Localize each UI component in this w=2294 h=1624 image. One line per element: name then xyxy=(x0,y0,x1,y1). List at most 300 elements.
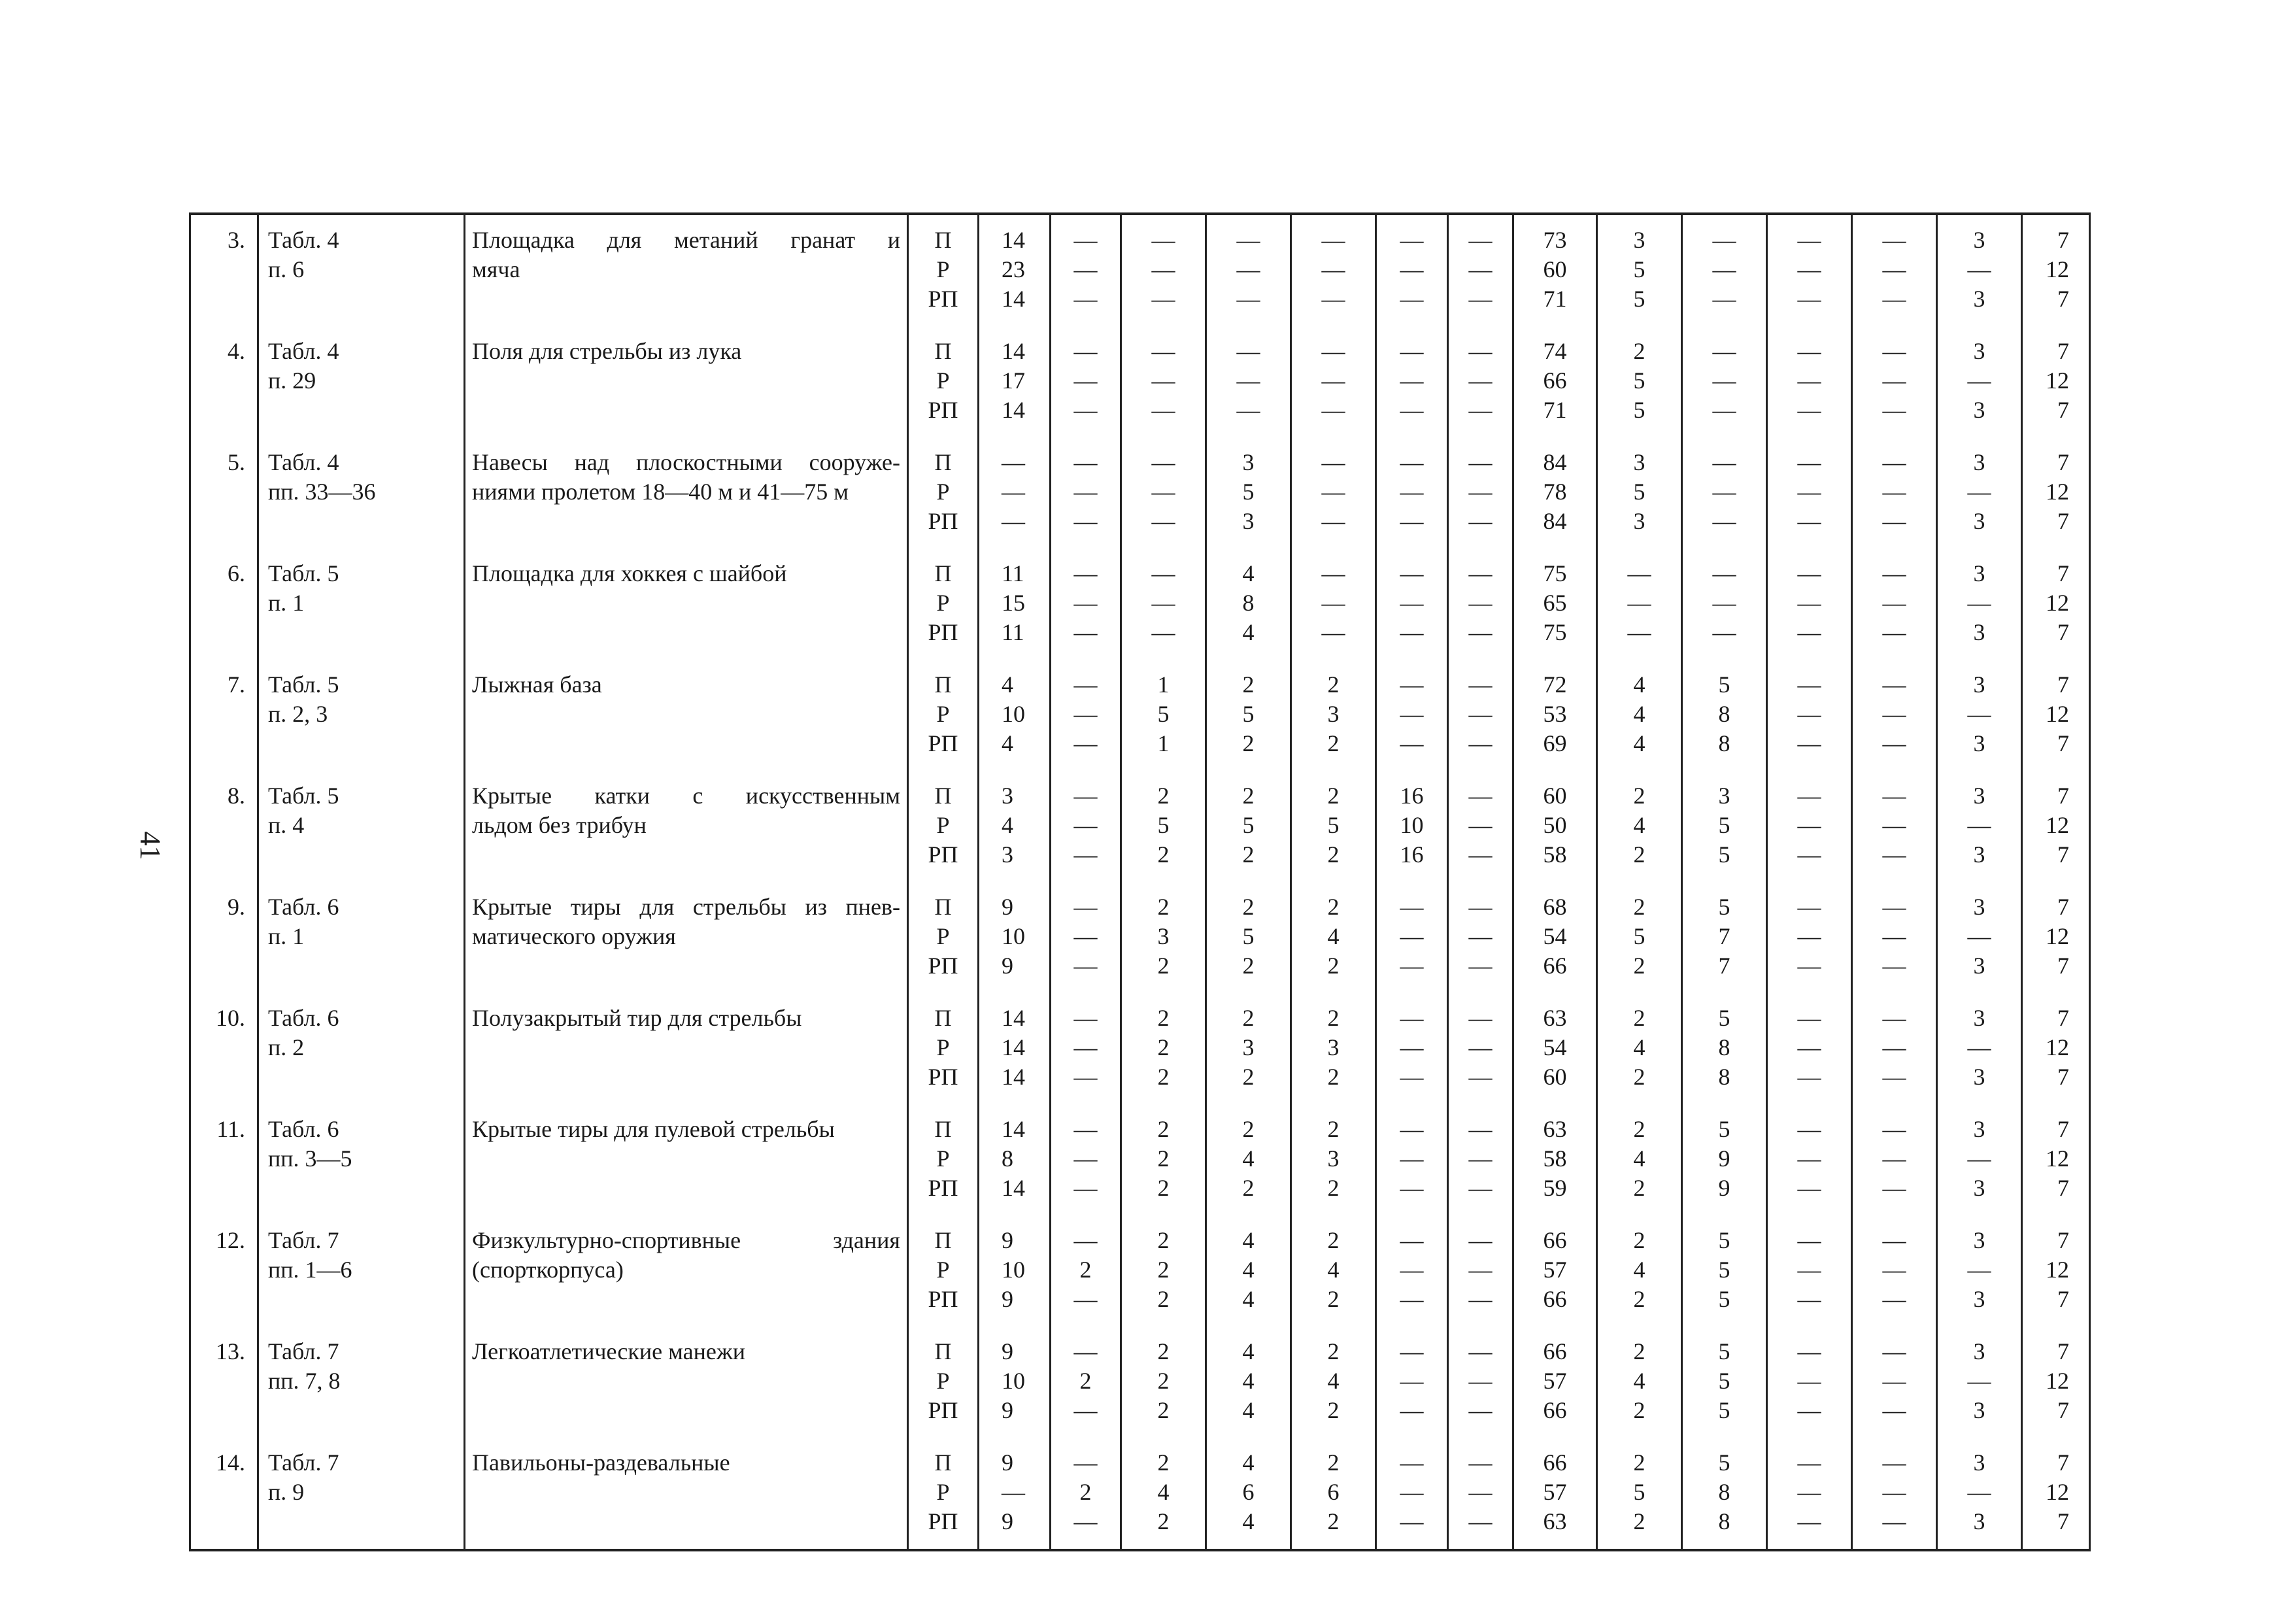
value-cell xyxy=(1448,660,1513,771)
value-cell xyxy=(1937,993,2022,1104)
value-cell xyxy=(1291,326,1376,437)
value-cell xyxy=(1513,1215,1597,1327)
value-cell xyxy=(1121,549,1206,660)
value: 10 xyxy=(1002,923,1025,949)
value-cell xyxy=(1291,1438,1376,1550)
table-row xyxy=(190,993,2090,1104)
value: 12 xyxy=(2046,701,2069,727)
value: 2 xyxy=(1157,1286,1170,1312)
value: 63 xyxy=(1543,1508,1567,1534)
value: 12 xyxy=(2046,590,2069,616)
value: — xyxy=(1400,1257,1424,1283)
table-reference-cell xyxy=(258,1104,465,1215)
value: — xyxy=(1321,286,1345,312)
value: — xyxy=(1468,923,1493,949)
value-cell xyxy=(1937,1438,2022,1550)
table-reference-line: п. 9 xyxy=(268,1479,305,1505)
table-reference-line: Табл. 6 xyxy=(268,1005,339,1031)
value: 12 xyxy=(2046,256,2069,282)
value: — xyxy=(1400,730,1424,756)
mode-cell xyxy=(908,214,979,326)
facility-name-cell xyxy=(465,1438,908,1550)
value: — xyxy=(1468,1338,1493,1364)
value: 5 xyxy=(1718,1257,1730,1283)
value-cell xyxy=(1051,993,1121,1104)
value: 14 xyxy=(1002,1116,1025,1142)
value-cell xyxy=(1121,1215,1206,1327)
value: 7 xyxy=(2057,1286,2069,1312)
value: — xyxy=(1400,894,1424,920)
row-number: 12. xyxy=(216,1227,245,1253)
value: 65 xyxy=(1543,590,1567,616)
value-cell xyxy=(1376,326,1448,437)
value: — xyxy=(1400,508,1424,534)
value: 2 xyxy=(1633,1338,1645,1364)
value: 3 xyxy=(1242,1034,1255,1060)
value: 7 xyxy=(2057,227,2069,253)
value-cell xyxy=(1597,437,1682,549)
value: — xyxy=(1073,783,1098,809)
value-cell xyxy=(1376,993,1448,1104)
value: 5 xyxy=(1718,1397,1730,1423)
value-cell xyxy=(1513,993,1597,1104)
value: 12 xyxy=(2046,367,2069,394)
value-cell xyxy=(1051,214,1121,326)
table-reference-line: Табл. 6 xyxy=(268,1116,339,1142)
value: 3 xyxy=(1973,397,1985,423)
value-cell xyxy=(1767,214,1852,326)
table-row xyxy=(190,1327,2090,1438)
mode-cell xyxy=(908,326,979,437)
value: 2 xyxy=(1242,783,1255,809)
value-cell xyxy=(1597,1327,1682,1438)
value: — xyxy=(1797,1397,1821,1423)
value: 3 xyxy=(1973,730,1985,756)
mode-label: РП xyxy=(928,1064,958,1090)
row-number: 9. xyxy=(228,894,245,920)
value-cell xyxy=(1121,882,1206,993)
table-reference-line: п. 29 xyxy=(268,367,316,394)
value: 5 xyxy=(1718,812,1730,838)
value-cell xyxy=(1937,660,2022,771)
value: — xyxy=(1236,338,1260,364)
value: 8 xyxy=(1718,1034,1730,1060)
value: 59 xyxy=(1543,1175,1567,1201)
value: 14 xyxy=(1002,1064,1025,1090)
value: — xyxy=(1321,338,1345,364)
value-cell xyxy=(1767,549,1852,660)
mode-label: П xyxy=(934,338,952,364)
value: 3 xyxy=(1973,1338,1985,1364)
value: 5 xyxy=(1242,479,1255,505)
value: — xyxy=(1400,367,1424,394)
value: — xyxy=(1073,479,1098,505)
value-cell xyxy=(979,1104,1051,1215)
value: — xyxy=(1073,812,1098,838)
table-reference-line: Табл. 5 xyxy=(268,671,339,698)
value-cell xyxy=(1051,660,1121,771)
facility-name-line: Поля для стрельбы из лука xyxy=(472,338,742,364)
value: 7 xyxy=(2057,1397,2069,1423)
value: — xyxy=(1712,619,1736,645)
value-cell xyxy=(1597,771,1682,882)
value: — xyxy=(1468,1508,1493,1534)
row-number: 7. xyxy=(228,671,245,698)
value-cell xyxy=(2022,1438,2090,1550)
table-reference-line: Табл. 7 xyxy=(268,1338,339,1364)
value-cell xyxy=(979,993,1051,1104)
value-cell xyxy=(1121,437,1206,549)
table-reference-line: Табл. 4 xyxy=(268,227,339,253)
value: 5 xyxy=(1633,397,1645,423)
value: 2 xyxy=(1242,841,1255,868)
value: 15 xyxy=(1002,590,1025,616)
value-cell xyxy=(1937,882,2022,993)
value-cell xyxy=(1448,214,1513,326)
table-body xyxy=(190,214,2090,1550)
value-cell xyxy=(979,882,1051,993)
row-number-cell xyxy=(190,1215,258,1327)
value-cell xyxy=(1682,993,1767,1104)
value: — xyxy=(1400,1116,1424,1142)
table-reference-line: Табл. 6 xyxy=(268,894,339,920)
value-cell xyxy=(1682,882,1767,993)
mode-label: П xyxy=(934,1449,952,1476)
value: — xyxy=(1468,1227,1493,1253)
value-cell xyxy=(1206,326,1291,437)
facility-name-cell xyxy=(465,660,908,771)
value: — xyxy=(1073,1005,1098,1031)
value: — xyxy=(1400,449,1424,475)
value: 2 xyxy=(1157,1449,1170,1476)
table-reference-cell xyxy=(258,660,465,771)
value: — xyxy=(1400,1508,1424,1534)
value-cell xyxy=(1937,1327,2022,1438)
value-cell xyxy=(1937,1215,2022,1327)
value-cell xyxy=(1206,549,1291,660)
facility-name-line: Легкоатлетические манежи xyxy=(472,1338,745,1364)
table-reference-line: п. 6 xyxy=(268,256,305,282)
value: 2 xyxy=(1079,1257,1092,1283)
value-cell xyxy=(2022,214,2090,326)
value: — xyxy=(1400,671,1424,698)
value: — xyxy=(1400,1034,1424,1060)
mode-label: РП xyxy=(928,841,958,868)
facility-name-line: Физкультурно-спортивные здания xyxy=(472,1227,900,1253)
mode-label: РП xyxy=(928,619,958,645)
value: 3 xyxy=(1973,1286,1985,1312)
value: 66 xyxy=(1543,1286,1567,1312)
mode-label: РП xyxy=(928,953,958,979)
value: 3 xyxy=(1973,508,1985,534)
value-cell xyxy=(1121,771,1206,882)
value-cell xyxy=(979,1438,1051,1550)
value: 78 xyxy=(1543,479,1567,505)
value-cell xyxy=(1513,549,1597,660)
value: 3 xyxy=(1327,701,1340,727)
value: — xyxy=(1797,1145,1821,1172)
value-cell xyxy=(1682,1327,1767,1438)
mode-label: П xyxy=(934,1005,952,1031)
value: 3 xyxy=(1002,841,1013,868)
mode-cell xyxy=(908,549,979,660)
value-cell xyxy=(1291,549,1376,660)
value: 3 xyxy=(1973,953,1985,979)
value: 16 xyxy=(1400,783,1424,809)
value: — xyxy=(1468,590,1493,616)
value: 84 xyxy=(1543,508,1567,534)
value: — xyxy=(1002,508,1025,534)
value: 2 xyxy=(1157,783,1170,809)
value: 2 xyxy=(1242,894,1255,920)
facility-name-cell xyxy=(465,214,908,326)
value: 11 xyxy=(1002,619,1024,645)
value-cell xyxy=(1376,1438,1448,1550)
row-number-cell xyxy=(190,1104,258,1215)
value-cell xyxy=(2022,1327,2090,1438)
value: — xyxy=(1882,449,1906,475)
value-cell xyxy=(1376,1104,1448,1215)
table-row xyxy=(190,326,2090,437)
value: — xyxy=(1400,1005,1424,1031)
value: — xyxy=(1797,1286,1821,1312)
value: — xyxy=(1882,1479,1906,1505)
facility-name-line: Крытые тиры для пулевой стрельбы xyxy=(472,1116,835,1142)
table-reference-line: п. 4 xyxy=(268,812,305,838)
value: 2 xyxy=(1633,1449,1645,1476)
value: — xyxy=(1797,338,1821,364)
value: 9 xyxy=(1718,1145,1730,1172)
value-cell xyxy=(2022,771,2090,882)
value: — xyxy=(1400,1145,1424,1172)
value: 2 xyxy=(1327,783,1340,809)
mode-cell xyxy=(908,437,979,549)
value: — xyxy=(1797,1064,1821,1090)
value: 69 xyxy=(1543,730,1567,756)
value: — xyxy=(1797,1034,1821,1060)
value: 2 xyxy=(1327,1227,1340,1253)
value: — xyxy=(1882,1449,1906,1476)
value: 3 xyxy=(1002,783,1013,809)
value: — xyxy=(1468,1034,1493,1060)
value-cell xyxy=(2022,882,2090,993)
value: 5 xyxy=(1157,812,1170,838)
value: 5 xyxy=(1718,894,1730,920)
mode-label: Р xyxy=(936,1479,950,1505)
table-row xyxy=(190,1215,2090,1327)
value: — xyxy=(1882,619,1906,645)
value: — xyxy=(1400,1449,1424,1476)
value: 5 xyxy=(1633,1479,1645,1505)
value-cell xyxy=(1376,1327,1448,1438)
value: — xyxy=(1468,1368,1493,1394)
value: — xyxy=(1151,508,1175,534)
value: 4 xyxy=(1242,1508,1255,1534)
value: 4 xyxy=(1242,1257,1255,1283)
row-number: 13. xyxy=(216,1338,245,1364)
value: 8 xyxy=(1718,1508,1730,1534)
value: — xyxy=(1882,1175,1906,1201)
value: — xyxy=(1468,701,1493,727)
table-reference-line: Табл. 7 xyxy=(268,1227,339,1253)
value: 9 xyxy=(1002,1449,1013,1476)
mode-label: П xyxy=(934,1227,952,1253)
value-cell xyxy=(1682,660,1767,771)
value-cell xyxy=(1291,993,1376,1104)
value: — xyxy=(1151,256,1175,282)
table-reference-cell xyxy=(258,993,465,1104)
row-number-cell xyxy=(190,660,258,771)
value: — xyxy=(1321,508,1345,534)
value: 5 xyxy=(1242,812,1255,838)
value: — xyxy=(1073,1338,1098,1364)
value: — xyxy=(1882,701,1906,727)
table-reference-line: Табл. 5 xyxy=(268,783,339,809)
value: — xyxy=(1002,479,1025,505)
value: 2 xyxy=(1327,1508,1340,1534)
value: — xyxy=(1002,1479,1025,1505)
value: 3 xyxy=(1973,1175,1985,1201)
mode-label: Р xyxy=(936,590,950,616)
value: — xyxy=(1882,1397,1906,1423)
value: 2 xyxy=(1242,1064,1255,1090)
value: 58 xyxy=(1543,1145,1567,1172)
value: 2 xyxy=(1242,730,1255,756)
value: — xyxy=(1400,560,1424,586)
value: — xyxy=(1073,508,1098,534)
value: — xyxy=(1073,590,1098,616)
table-reference-line: п. 1 xyxy=(268,923,305,949)
value: — xyxy=(1882,1257,1906,1283)
value: — xyxy=(1468,730,1493,756)
value: — xyxy=(1797,783,1821,809)
value: 2 xyxy=(1633,953,1645,979)
value-cell xyxy=(2022,993,2090,1104)
value: 4 xyxy=(1327,1257,1340,1283)
value: 71 xyxy=(1543,286,1567,312)
table-reference-cell xyxy=(258,882,465,993)
value: — xyxy=(1073,286,1098,312)
value: 3 xyxy=(1973,1064,1985,1090)
value: 5 xyxy=(1327,812,1340,838)
value-cell xyxy=(1513,882,1597,993)
value: — xyxy=(1236,397,1260,423)
value-cell xyxy=(1767,993,1852,1104)
value: 84 xyxy=(1543,449,1567,475)
value: — xyxy=(1712,256,1736,282)
value: 4 xyxy=(1242,560,1255,586)
value: 5 xyxy=(1633,367,1645,394)
value: — xyxy=(1797,560,1821,586)
value: — xyxy=(1882,560,1906,586)
value-cell xyxy=(979,437,1051,549)
value: 2 xyxy=(1327,671,1340,698)
value: — xyxy=(1073,1508,1098,1534)
value: — xyxy=(1882,1508,1906,1534)
value: 4 xyxy=(1242,619,1255,645)
value: — xyxy=(1967,1257,1991,1283)
value-cell xyxy=(1767,437,1852,549)
value: — xyxy=(1882,590,1906,616)
value: 3 xyxy=(1973,783,1985,809)
value-cell xyxy=(2022,660,2090,771)
facility-name-line: Полузакрытый тир для стрельбы xyxy=(472,1005,802,1031)
row-number-cell xyxy=(190,882,258,993)
value: 8 xyxy=(1002,1145,1013,1172)
value: — xyxy=(1400,590,1424,616)
value: — xyxy=(1400,953,1424,979)
value: — xyxy=(1468,953,1493,979)
value: 66 xyxy=(1543,1338,1567,1364)
value-cell xyxy=(1513,326,1597,437)
value: — xyxy=(1468,783,1493,809)
value: 3 xyxy=(1973,560,1985,586)
mode-label: Р xyxy=(936,701,950,727)
table-row xyxy=(190,214,2090,326)
value: — xyxy=(1468,619,1493,645)
value: — xyxy=(1468,1286,1493,1312)
value: — xyxy=(1882,894,1906,920)
value: — xyxy=(1400,923,1424,949)
value: — xyxy=(1400,1064,1424,1090)
value-cell xyxy=(979,549,1051,660)
mode-label: П xyxy=(934,783,952,809)
mode-cell xyxy=(908,1215,979,1327)
value: 2 xyxy=(1157,1257,1170,1283)
value: — xyxy=(1967,367,1991,394)
value: 3 xyxy=(1973,619,1985,645)
value: — xyxy=(1468,1145,1493,1172)
value: — xyxy=(1468,812,1493,838)
value: 9 xyxy=(1002,1338,1013,1364)
value: 7 xyxy=(2057,286,2069,312)
value: 12 xyxy=(2046,1479,2069,1505)
value: — xyxy=(1712,479,1736,505)
value: — xyxy=(1400,1368,1424,1394)
value: — xyxy=(1151,227,1175,253)
value-cell xyxy=(1448,993,1513,1104)
row-number: 8. xyxy=(228,783,245,809)
table-reference-line: Табл. 5 xyxy=(268,560,339,586)
value: 4 xyxy=(1633,1145,1645,1172)
value: 11 xyxy=(1002,560,1024,586)
value: — xyxy=(1967,812,1991,838)
value: 2 xyxy=(1327,1175,1340,1201)
table-reference-line: Табл. 4 xyxy=(268,338,339,364)
value: 12 xyxy=(2046,1145,2069,1172)
value-cell xyxy=(1597,1438,1682,1550)
value: — xyxy=(1882,841,1906,868)
value: — xyxy=(1882,923,1906,949)
value: 2 xyxy=(1633,1286,1645,1312)
value-cell xyxy=(979,771,1051,882)
value: — xyxy=(1073,1145,1098,1172)
value: 2 xyxy=(1157,1005,1170,1031)
value: 2 xyxy=(1327,1286,1340,1312)
value-cell xyxy=(1937,326,2022,437)
value: 2 xyxy=(1633,1227,1645,1253)
value-cell xyxy=(1597,660,1682,771)
value: 2 xyxy=(1242,1116,1255,1142)
mode-label: Р xyxy=(936,1257,950,1283)
facility-name-line: ниями пролетом 18—40 м и 41—75 м xyxy=(472,479,849,505)
value: 3 xyxy=(1633,449,1645,475)
facility-name-cell xyxy=(465,771,908,882)
value: — xyxy=(1151,338,1175,364)
value: — xyxy=(1400,1175,1424,1201)
value: — xyxy=(1400,1338,1424,1364)
value-cell xyxy=(979,660,1051,771)
